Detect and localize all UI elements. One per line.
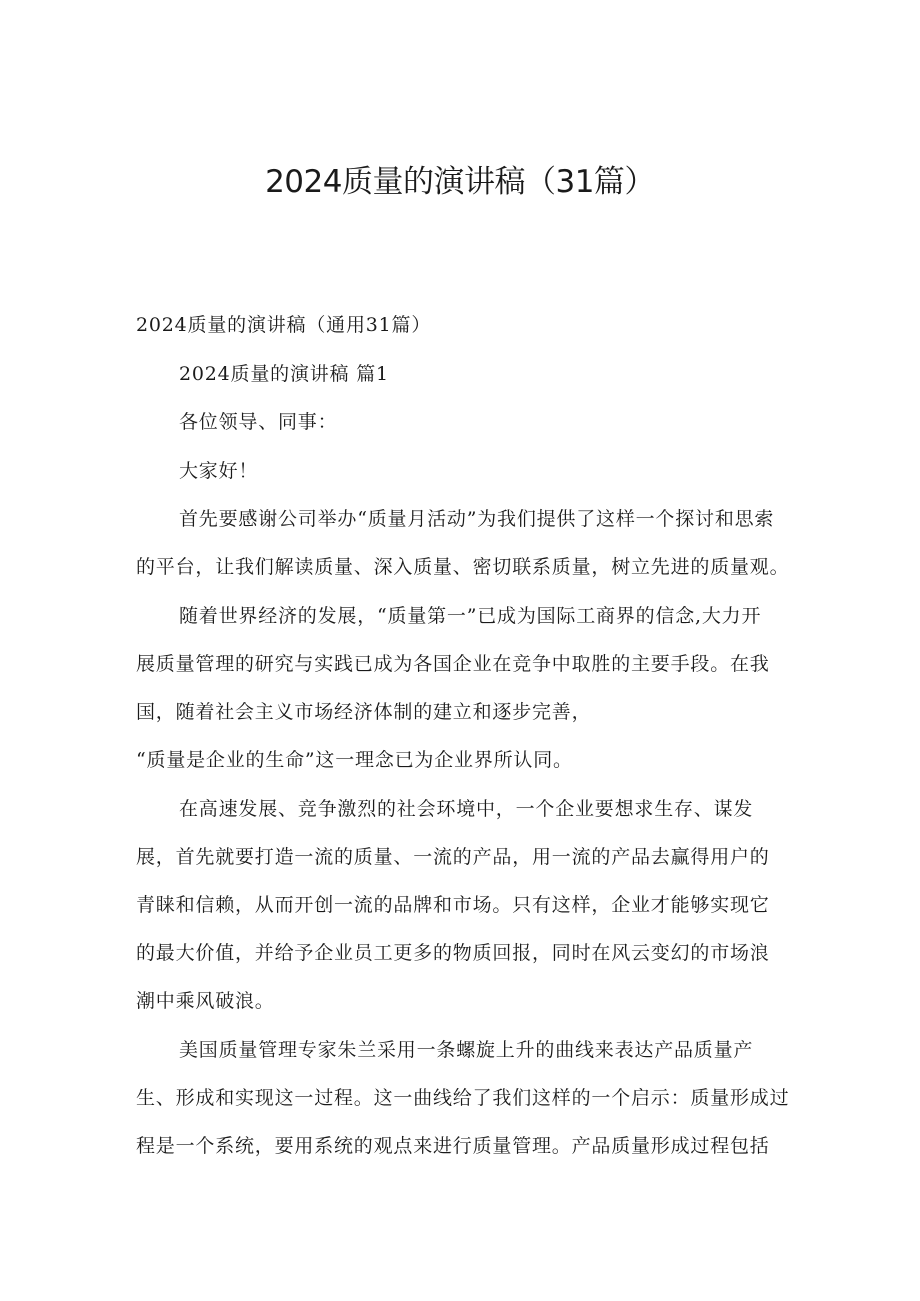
paragraph-line: 的平台，让我们解读质量、深入质量、密切联系质量，树立先进的质量观。 [136,556,790,578]
section-heading: 2024质量的演讲稿 篇1 [179,363,389,385]
paragraph-line: 展，首先就要打造一流的质量、一流的产品，用一流的产品去赢得用户的 [136,846,770,868]
greeting: 大家好！ [179,460,259,482]
document-title: 2024质量的演讲稿（31篇） [265,164,655,200]
paragraph-line: 青睐和信赖，从而开创一流的品牌和市场。只有这样，企业才能够实现它 [136,894,770,916]
paragraph-line: 的最大价值，并给予企业员工更多的物质回报，同时在风云变幻的市场浪 [136,942,770,964]
paragraph-line: “质量是企业的生命”这一理念已为企业界所认同。 [136,749,573,771]
paragraph-line: 国，随着社会主义市场经济体制的建立和逐步完善， [136,701,592,723]
salutation: 各位领导、同事： [179,411,338,433]
paragraph-line: 随着世界经济的发展，“质量第一”已成为国际工商界的信念,大力开 [179,605,762,627]
document-subtitle: 2024质量的演讲稿（通用31篇） [136,314,432,336]
paragraph-line: 首先要感谢公司举办“质量月活动”为我们提供了这样一个探讨和思索 [179,508,775,530]
paragraph-line: 生、形成和实现这一过程。这一曲线给了我们这样的一个启示：质量形成过 [136,1087,790,1109]
paragraph-line: 在高速发展、竞争激烈的社会环境中，一个企业要想求生存、谋发 [179,798,754,820]
paragraph-line: 展质量管理的研究与实践已成为各国企业在竞争中取胜的主要手段。在我 [136,653,770,675]
paragraph-line: 程是一个系统，要用系统的观点来进行质量管理。产品质量形成过程包括 [136,1135,770,1157]
paragraph-line: 潮中乘风破浪。 [136,990,275,1012]
paragraph-line: 美国质量管理专家朱兰采用一条螺旋上升的曲线来表达产品质量产 [179,1039,754,1061]
